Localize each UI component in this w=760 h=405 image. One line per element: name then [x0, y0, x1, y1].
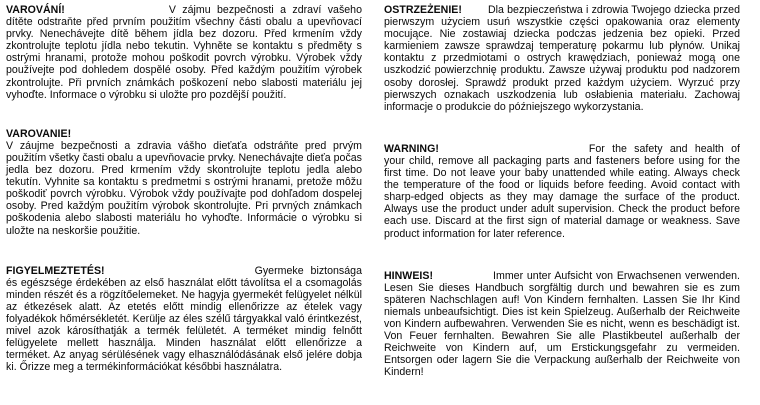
spacer-left-1	[6, 118, 362, 128]
body-pl-warning: Dla bezpieczeństwa i zdrowia Twojego dziecka przed pierwszym użyciem usuń wszystkie części opakowania oraz elementy mocujące. Nie zostawiaj dziecka podczas jedzenia bez opieki. Przed karmieniem zawsze sprawdzaj temperaturę pokarmu lub płynów. Unikaj kontaktu z przedmiotami o ostrych krawędziach, ponieważ mogą one uszkodzić powierzchnię produktu. Zawsze używaj produktu pod nadzorem osoby dorosłej. Sprawdź produkt przed każdym użyciem. Wyrzuć przy pierwszych oznakach uszkodzenia lub osłabienia materiału. Zachowaj informacje o produkcie do późniejszego wykorzystania.	[384, 4, 740, 113]
section-de-warning	[384, 270, 740, 379]
section-sk-warning	[6, 128, 362, 237]
heading-pl-warning: OSTRZEŻENIE!	[384, 4, 462, 16]
paragraph-pl-warning	[384, 4, 740, 113]
heading-en-warning: WARNING!	[384, 142, 439, 155]
paragraph-cs-warning	[6, 4, 362, 101]
heading-de-warning: HINWEIS!	[384, 269, 434, 282]
two-column-layout	[6, 4, 754, 405]
section-hu-warning	[6, 265, 362, 374]
heading-cs-warning: VAROVÁNÍ!	[6, 4, 65, 16]
body-sk-warning: V záujme bezpečnosti a zdravia vášho dieťaťa odstráňte pred prvým použitím všetky časti obalu a upevňovacie prvky. Nenechávajte dieťa počas jedla bez dozoru. Pred krmením vždy skontrolujte teplotu jedla alebo tekutín. Vyhnite sa kontaktu s predmetmi s ostrými hranami, pretože môžu poškodiť povrch výrobku. Výrobok vždy používajte pod dohľadom dospelej osoby. Pred každým použitím výrobok skontrolujte. Pri prvných známkach poškodenia alebo slabosti materiálu ho vyhoďte. Informácie o výrobku si uložte na neskoršie použitie.	[6, 139, 362, 237]
spacer-right-1	[384, 130, 740, 143]
paragraph-de-warning	[384, 270, 740, 379]
body-en-warning: For the safety and health of your child, remove all packaging parts and fasteners before using for the first time. Do not leave your baby unattended while eating. Always check the temperature of the food or liquids before feeding. Avoid contact with sharp-edged objects as they may damage the surface of the product. Always use the product under adult supervision. Check the product before each use. Discard at the first sign of material damage or weakness. Save product information for later reference.	[384, 142, 740, 240]
spacer-left-2	[6, 254, 362, 265]
heading-sk-warning: VAROVANIE!	[6, 127, 72, 140]
left-column	[6, 4, 362, 405]
right-column	[384, 4, 740, 405]
section-en-warning	[384, 143, 740, 240]
paragraph-en-warning	[384, 143, 740, 240]
body-cs-warning: V zájmu bezpečnosti a zdraví vašeho dítěte odstraňte před prvním použitím všechny části obalu a upevňovací prvky. Nenechávejte dítě během jídla bez dozoru. Před krmením vždy zkontrolujte teplotu jídla nebo tekutin. Vyhněte se kontaktu s předměty s ostrými hranami, protože mohou poškodit povrch výrobku. Výrobek vždy používejte pod dohledem dospělé osoby. Před každým použitím výrobek zkontrolujte. Při prvních známkách poškození nebo slabosti materiálu jej vyhoďte. Informace o výrobku si uložte pro pozdější použití.	[6, 4, 362, 101]
body-hu-warning: Gyermeke biztonsága és egészsége érdekében az első használat előtt távolítsa el a csomagolás minden részét és a rögzítőelemeket. Ne hagyja gyermekét felügyelet nélkül az étkezések alatt. Az etetés előtt mindig ellenőrizze az ételek vagy folyadékok hőmérsékletét. Kerülje az éles szélű tárgyakkal való érintkezést, mivel azok károsíthatják a termék felületét. A terméket mindig felnőtt felügyelete mellett használja. Minden használat előtt ellenőrizze a terméket. Az anyag sérülésének vagy elhasználódásának első jelére dobja ki. Őrizze meg a termékinformációkat későbbi használatra.	[6, 264, 362, 374]
heading-hu-warning: FIGYELMEZTETÉS!	[6, 264, 105, 277]
body-de-warning: Immer unter Aufsicht von Erwachsenen verwenden. Lesen Sie dieses Handbuch sorgfältig durch und bewahren sie es zum späteren Nachschlagen auf! Von Kindern fernhalten. Lassen Sie Ihr Kind niemals unbeaufsichtigt. Dies ist kein Spielzeug. Außerhalb der Reichweite von Kindern aufbewahren. Verwenden Sie es nicht, wenn es beschädigt ist. Von Feuer fernhalten. Bewahren Sie alle Plastikbeutel außerhalb der Reichweite von Kindern auf, um Erstickungsgefahr zu vermeiden. Entsorgen oder lagern Sie die Verpackung außerhalb der Reichweite von Kindern!	[384, 269, 740, 379]
spacer-right-2	[384, 257, 740, 270]
paragraph-hu-warning	[6, 265, 362, 374]
section-cs-warning	[6, 4, 362, 101]
section-pl-warning	[384, 4, 740, 113]
